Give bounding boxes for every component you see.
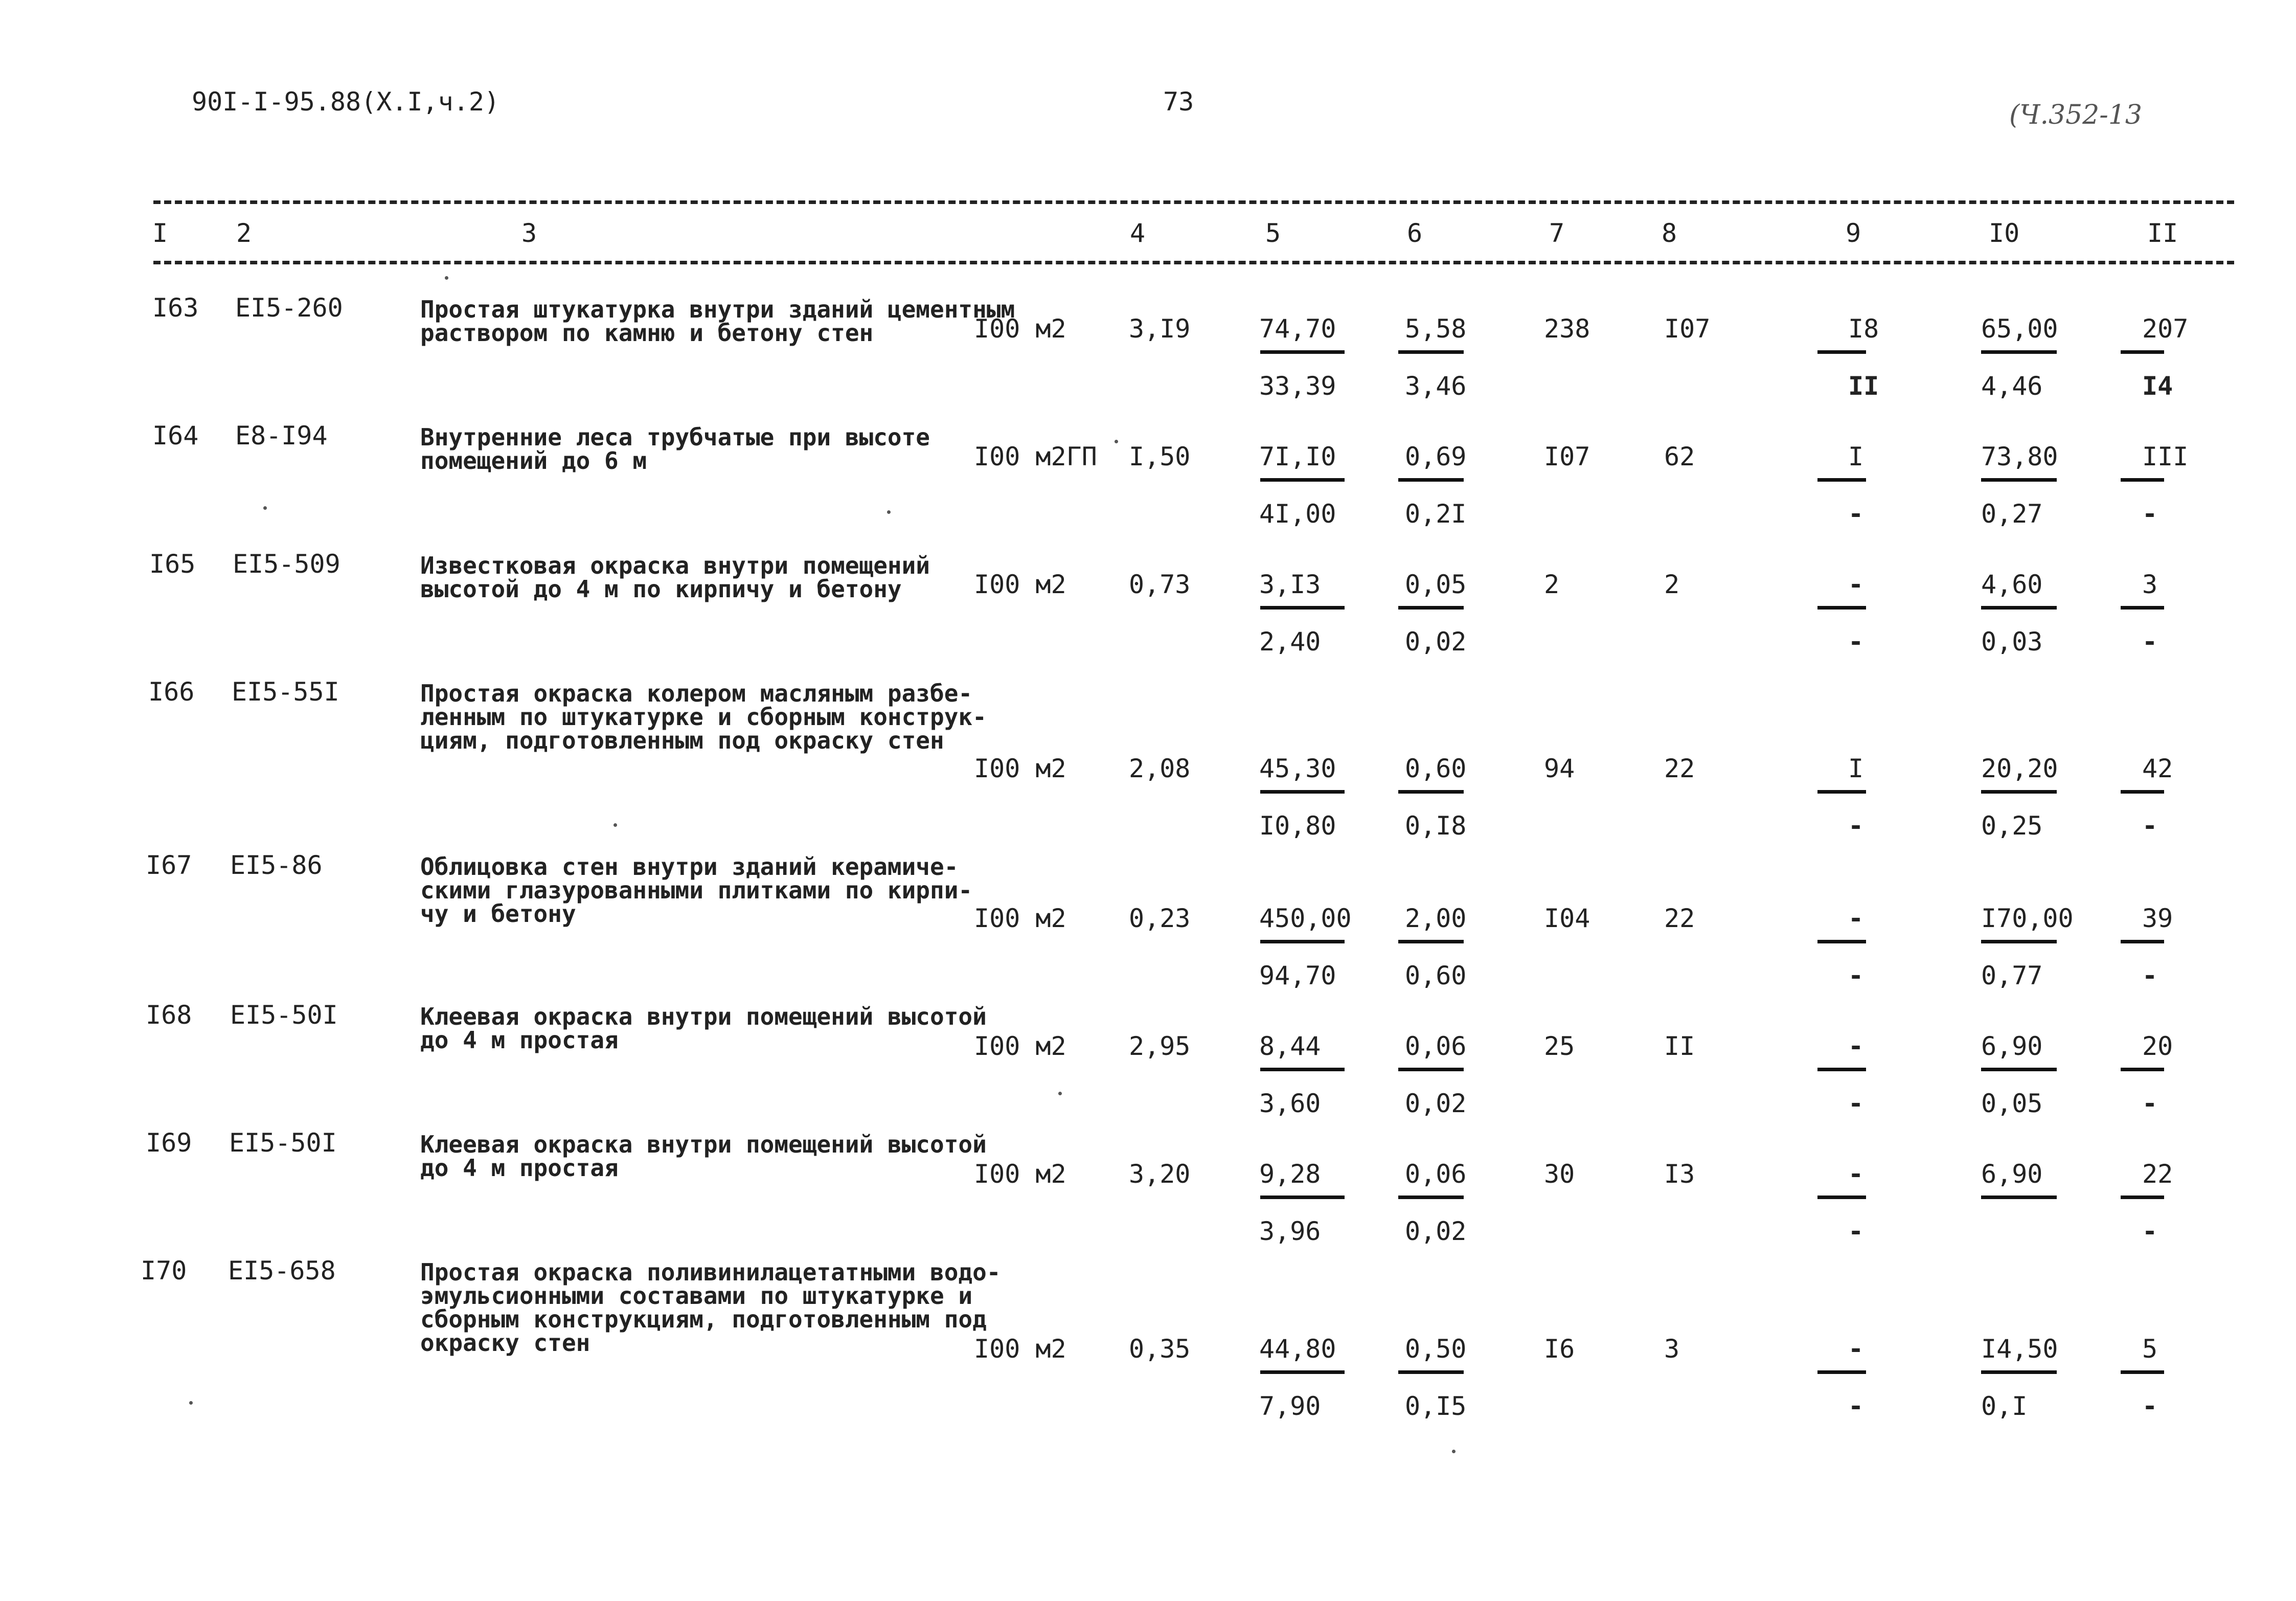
description-line: Простая окраска колером масляным разбе-	[420, 680, 973, 707]
fraction-bar	[1260, 606, 1345, 610]
col8-value: II	[1664, 1031, 1695, 1061]
description-line: циям, подготовленным под окраску стен	[420, 727, 944, 754]
col8-value: I07	[1664, 314, 1711, 344]
col11-subvalue: -	[2142, 961, 2158, 990]
fraction-bar	[1398, 790, 1464, 794]
fraction-bar	[1981, 350, 2057, 354]
col6-subvalue: 0,60	[1405, 961, 1467, 990]
unit: I00 м2	[974, 904, 1066, 933]
row-number: I65	[149, 549, 196, 579]
description-line: сборным конструкциям, подготовленным под	[420, 1305, 987, 1333]
col10-subvalue: 0,05	[1981, 1089, 2043, 1118]
col10-subvalue: 0,27	[1981, 499, 2043, 529]
quantity: 0,35	[1129, 1334, 1191, 1364]
unit: I00 м2	[974, 314, 1066, 344]
col6-value: 0,05	[1405, 570, 1467, 599]
fraction-bar	[1260, 940, 1345, 943]
col10-subvalue: 0,25	[1981, 811, 2043, 841]
norm-code: EI5-86	[230, 850, 323, 880]
fraction-bar	[1817, 1370, 1866, 1374]
column-number: 5	[1265, 218, 1281, 248]
row-number: I70	[141, 1256, 187, 1286]
fraction-bar	[1981, 790, 2057, 794]
fraction-bar	[1260, 790, 1345, 794]
col10-value: 65,00	[1981, 314, 2058, 344]
fraction-bar	[2121, 350, 2164, 354]
col5-value: 44,80	[1259, 1334, 1336, 1364]
description-line: ленным по штукатурке и сборным конструк-	[420, 703, 987, 731]
col5-subvalue: 94,70	[1259, 961, 1336, 990]
quantity: 0,73	[1129, 570, 1191, 599]
row-number: I63	[152, 293, 199, 323]
fraction-bar	[1260, 1196, 1345, 1199]
col10-value: I4,50	[1981, 1334, 2058, 1364]
fraction-bar	[1398, 940, 1464, 943]
col5-subvalue: 2,40	[1259, 627, 1321, 657]
col7-value: 2	[1544, 570, 1560, 599]
fraction-bar	[1398, 1068, 1464, 1071]
quantity: 3,20	[1129, 1159, 1191, 1189]
col10-value: 4,60	[1981, 570, 2043, 599]
col11-subvalue: -	[2142, 1216, 2158, 1246]
unit: I00 м2	[974, 570, 1066, 599]
description-line: до 4 м простая	[420, 1026, 619, 1054]
scan-speck	[1452, 1450, 1456, 1453]
col5-value: 8,44	[1259, 1031, 1321, 1061]
norm-code: EI5-260	[235, 293, 343, 323]
col10-value: 20,20	[1981, 754, 2058, 783]
unit: I00 м2	[974, 1334, 1066, 1364]
scan-speck	[189, 1401, 193, 1405]
col6-value: 0,69	[1405, 442, 1467, 471]
fraction-bar	[1398, 606, 1464, 610]
column-number: II	[2147, 218, 2178, 248]
top-dashed-rule	[153, 200, 2234, 204]
column-number: 3	[521, 218, 537, 248]
fraction-bar	[1817, 1068, 1866, 1071]
col11-subvalue: -	[2142, 627, 2158, 657]
column-number: 2	[236, 218, 252, 248]
col7-value: 25	[1544, 1031, 1575, 1061]
col6-subvalue: 0,02	[1405, 1216, 1467, 1246]
unit: I00 м2ГП	[974, 442, 1097, 471]
col7-value: I6	[1544, 1334, 1575, 1364]
col6-subvalue: 0,02	[1405, 1089, 1467, 1118]
description-line: Известковая окраска внутри помещений	[420, 552, 930, 579]
column-number: I	[152, 218, 168, 248]
fraction-bar	[1398, 478, 1464, 482]
col11-value: 22	[2142, 1159, 2173, 1189]
quantity: 0,23	[1129, 904, 1191, 933]
description-line: Клеевая окраска внутри помещений высотой	[420, 1003, 987, 1030]
col11-value: 42	[2142, 754, 2173, 783]
col9-subvalue: -	[1848, 1216, 1864, 1246]
row-number: I66	[148, 677, 195, 707]
col11-value: 207	[2142, 314, 2189, 344]
col6-value: 0,50	[1405, 1334, 1467, 1364]
fraction-bar	[1817, 1196, 1866, 1199]
col10-subvalue: 0,77	[1981, 961, 2043, 990]
norm-code: EI5-50I	[230, 1000, 338, 1030]
handwritten-stamp: (Ч.352-13	[2009, 100, 2142, 130]
col9-subvalue: -	[1848, 811, 1864, 841]
col5-subvalue: 3,96	[1259, 1216, 1321, 1246]
bottom-dashed-rule	[153, 261, 2234, 264]
fraction-bar	[1260, 1370, 1345, 1374]
description-line: окраску стен	[420, 1329, 590, 1357]
row-number: I68	[146, 1000, 192, 1030]
document-code: 90I-I-95.88(X.I,ч.2)	[192, 87, 500, 117]
col11-subvalue: -	[2142, 1391, 2158, 1421]
col10-value: 6,90	[1981, 1159, 2043, 1189]
col5-subvalue: 7,90	[1259, 1391, 1321, 1421]
col9-value: -	[1848, 570, 1864, 599]
col9-subvalue: -	[1848, 1391, 1864, 1421]
col6-subvalue: 0,2I	[1405, 499, 1467, 529]
col5-value: 9,28	[1259, 1159, 1321, 1189]
col10-value: I70,00	[1981, 904, 2074, 933]
norm-code: E8-I94	[235, 421, 328, 450]
norm-code: EI5-50I	[229, 1128, 337, 1158]
col8-value: 62	[1664, 442, 1695, 471]
col8-value: 3	[1664, 1334, 1680, 1364]
col6-value: 0,60	[1405, 754, 1467, 783]
col9-subvalue: -	[1848, 961, 1864, 990]
col10-value: 6,90	[1981, 1031, 2043, 1061]
fraction-bar	[1398, 350, 1464, 354]
quantity: 3,I9	[1129, 314, 1191, 344]
description-line: Простая окраска поливинилацетатными водо-	[420, 1258, 1001, 1286]
description-line: Внутренние леса трубчатые при высоте	[420, 423, 930, 451]
fraction-bar	[2121, 790, 2164, 794]
fraction-bar	[2121, 1370, 2164, 1374]
col6-subvalue: 0,I5	[1405, 1391, 1467, 1421]
description-line: скими глазурованными плитками по кирпи-	[420, 876, 973, 904]
description-line: помещений до 6 м	[420, 447, 647, 475]
fraction-bar	[1817, 606, 1866, 610]
col11-subvalue: -	[2142, 811, 2158, 841]
col10-subvalue: 0,03	[1981, 627, 2043, 657]
quantity: 2,08	[1129, 754, 1191, 783]
fraction-bar	[2121, 606, 2164, 610]
description-line: раствором по камню и бетону стен	[420, 319, 874, 347]
col9-subvalue: -	[1848, 1089, 1864, 1118]
col9-subvalue: II	[1848, 371, 1879, 401]
col8-value: I3	[1664, 1159, 1695, 1189]
unit: I00 м2	[974, 1159, 1066, 1189]
unit: I00 м2	[974, 1031, 1066, 1061]
row-number: I69	[146, 1128, 192, 1158]
col8-value: 22	[1664, 754, 1695, 783]
scan-speck	[263, 506, 267, 510]
col10-subvalue: 0,I	[1981, 1391, 2028, 1421]
col11-value: III	[2142, 442, 2189, 471]
fraction-bar	[1981, 1370, 2057, 1374]
scan-speck	[1058, 1092, 1062, 1095]
col9-value: -	[1848, 1031, 1864, 1061]
fraction-bar	[1817, 790, 1866, 794]
column-number: 9	[1846, 218, 1861, 248]
col6-value: 0,06	[1405, 1159, 1467, 1189]
description-line: эмульсионными составами по штукатурке и	[420, 1282, 973, 1310]
col9-subvalue: -	[1848, 627, 1864, 657]
fraction-bar	[1260, 478, 1345, 482]
fraction-bar	[1817, 350, 1866, 354]
col6-value: 2,00	[1405, 904, 1467, 933]
col5-value: 3,I3	[1259, 570, 1321, 599]
col5-value: 450,00	[1259, 904, 1352, 933]
col5-subvalue: 4I,00	[1259, 499, 1336, 529]
page-number: 73	[1163, 87, 1194, 117]
fraction-bar	[1981, 940, 2057, 943]
description-line: Облицовка стен внутри зданий керамиче-	[420, 853, 959, 881]
scan-speck	[887, 510, 891, 514]
fraction-bar	[1981, 1196, 2057, 1199]
col9-value: I	[1848, 754, 1864, 783]
col9-subvalue: -	[1848, 499, 1864, 529]
scan-speck	[613, 823, 617, 827]
col11-value: 3	[2142, 570, 2158, 599]
col6-subvalue: 0,02	[1405, 627, 1467, 657]
norm-code: EI5-509	[233, 549, 340, 579]
col10-value: 73,80	[1981, 442, 2058, 471]
description-line: Простая штукатурка внутри зданий цементным	[420, 296, 1015, 323]
column-number: 7	[1549, 218, 1565, 248]
fraction-bar	[1260, 1068, 1345, 1071]
col5-value: 7I,I0	[1259, 442, 1336, 471]
col11-subvalue: -	[2142, 1089, 2158, 1118]
col11-value: 39	[2142, 904, 2173, 933]
scan-speck	[1115, 440, 1118, 443]
column-number: I0	[1989, 218, 2020, 248]
col7-value: 30	[1544, 1159, 1575, 1189]
description-line: высотой до 4 м по кирпичу и бетону	[420, 575, 902, 603]
col9-value: -	[1848, 904, 1864, 933]
col7-value: 238	[1544, 314, 1590, 344]
description-line: Клеевая окраска внутри помещений высотой	[420, 1131, 987, 1158]
fraction-bar	[2121, 1196, 2164, 1199]
fraction-bar	[1398, 1370, 1464, 1374]
fraction-bar	[1981, 1068, 2057, 1071]
fraction-bar	[1981, 478, 2057, 482]
fraction-bar	[1398, 1196, 1464, 1199]
col11-value: 20	[2142, 1031, 2173, 1061]
col11-subvalue: I4	[2142, 371, 2173, 401]
fraction-bar	[1817, 940, 1866, 943]
col10-subvalue: 4,46	[1981, 371, 2043, 401]
col7-value: I04	[1544, 904, 1590, 933]
col6-subvalue: 0,I8	[1405, 811, 1467, 841]
row-number: I64	[152, 421, 199, 450]
col9-value: -	[1848, 1334, 1864, 1364]
col5-subvalue: 33,39	[1259, 371, 1336, 401]
fraction-bar	[2121, 940, 2164, 943]
fraction-bar	[2121, 478, 2164, 482]
col7-value: I07	[1544, 442, 1590, 471]
fraction-bar	[2121, 1068, 2164, 1071]
column-number: 6	[1407, 218, 1423, 248]
col9-value: I8	[1848, 314, 1879, 344]
norm-code: EI5-658	[228, 1256, 336, 1286]
fraction-bar	[1981, 606, 2057, 610]
col11-value: 5	[2142, 1334, 2158, 1364]
description-line: до 4 м простая	[420, 1154, 619, 1182]
col5-subvalue: I0,80	[1259, 811, 1336, 841]
quantity: I,50	[1129, 442, 1191, 471]
unit: I00 м2	[974, 754, 1066, 783]
row-number: I67	[146, 850, 192, 880]
col8-value: 22	[1664, 904, 1695, 933]
col6-value: 0,06	[1405, 1031, 1467, 1061]
col8-value: 2	[1664, 570, 1680, 599]
col6-subvalue: 3,46	[1405, 371, 1467, 401]
col5-value: 74,70	[1259, 314, 1336, 344]
col6-value: 5,58	[1405, 314, 1467, 344]
description-line: чу и бетону	[420, 900, 576, 928]
fraction-bar	[1260, 350, 1345, 354]
col5-subvalue: 3,60	[1259, 1089, 1321, 1118]
col5-value: 45,30	[1259, 754, 1336, 783]
quantity: 2,95	[1129, 1031, 1191, 1061]
column-number: 4	[1130, 218, 1146, 248]
scan-speck	[445, 276, 448, 280]
col11-subvalue: -	[2142, 499, 2158, 529]
col9-value: I	[1848, 442, 1864, 471]
col9-value: -	[1848, 1159, 1864, 1189]
col7-value: 94	[1544, 754, 1575, 783]
norm-code: EI5-55I	[232, 677, 339, 707]
fraction-bar	[1817, 478, 1866, 482]
column-number: 8	[1662, 218, 1677, 248]
